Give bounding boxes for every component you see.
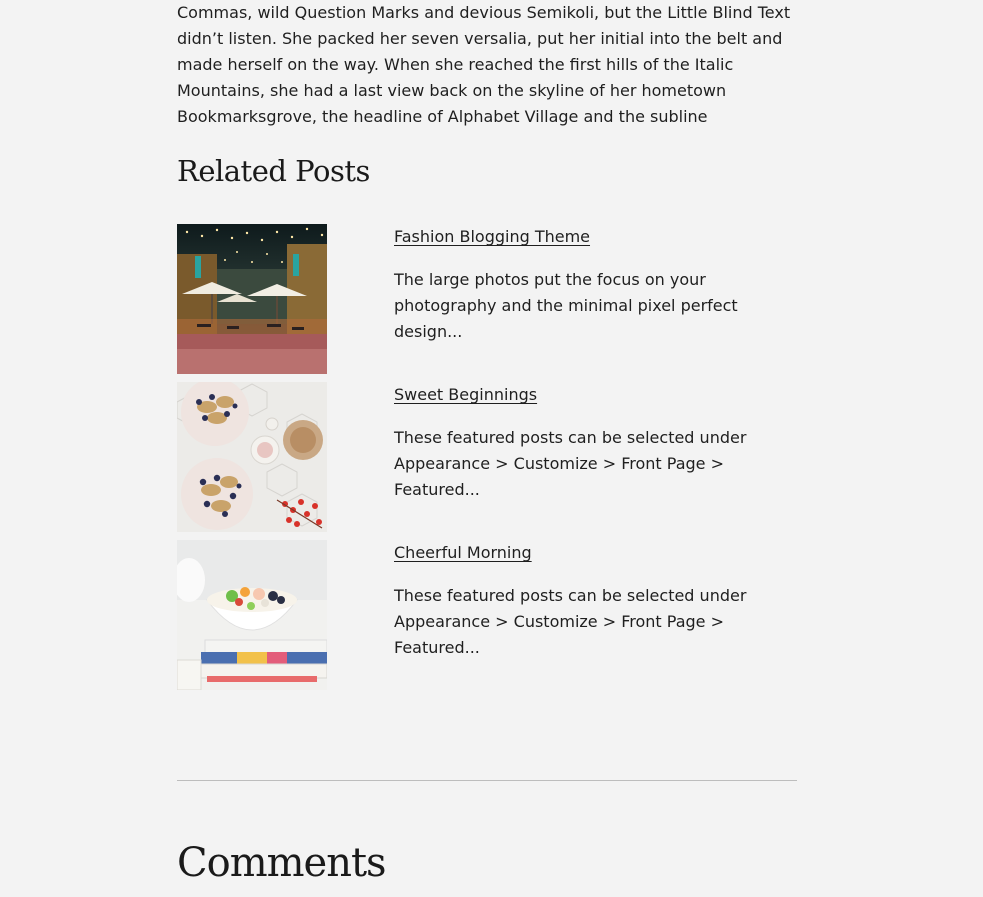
comments-heading: Comments xyxy=(177,840,386,886)
related-post-excerpt: The large photos put the focus on your photography and the minimal pixel perfect design... xyxy=(394,270,738,341)
post-paragraph: Commas, wild Question Marks and devious Semikoli, but the Little Blind Text didn’t listen. She packed her seven versalia, put her initial into the belt and made herself on the way. When she reached the first hills of the Italic Mountains, she had a last view back on the skyline of her hometown Bookmarksgrove, the headline of Alphabet Village and the subline xyxy=(177,3,791,126)
related-post-thumbnail[interactable] xyxy=(177,224,327,374)
related-post-item xyxy=(177,382,797,532)
post-body xyxy=(177,0,797,130)
breakfast-table-image xyxy=(177,382,327,532)
related-post-title-link[interactable]: Cheerful Morning xyxy=(394,543,532,562)
street-cafe-image xyxy=(177,224,327,374)
related-post-excerpt: These featured posts can be selected under Appearance > Customize > Front Page > Featured... xyxy=(394,586,747,657)
section-divider xyxy=(177,780,797,781)
related-post-item xyxy=(177,540,797,690)
related-post-title-link[interactable]: Sweet Beginnings xyxy=(394,385,538,404)
related-post-item xyxy=(177,224,797,374)
related-post-text xyxy=(394,382,774,503)
related-post-text xyxy=(394,224,774,345)
related-post-text xyxy=(394,540,774,661)
related-post-thumbnail[interactable] xyxy=(177,540,327,690)
related-posts-heading: Related Posts xyxy=(177,154,370,188)
related-post-excerpt: These featured posts can be selected under Appearance > Customize > Front Page > Featured... xyxy=(394,428,747,499)
related-post-thumbnail[interactable] xyxy=(177,382,327,532)
related-post-title-link[interactable]: Fashion Blogging Theme xyxy=(394,227,591,246)
salad-and-books-image xyxy=(177,540,327,690)
